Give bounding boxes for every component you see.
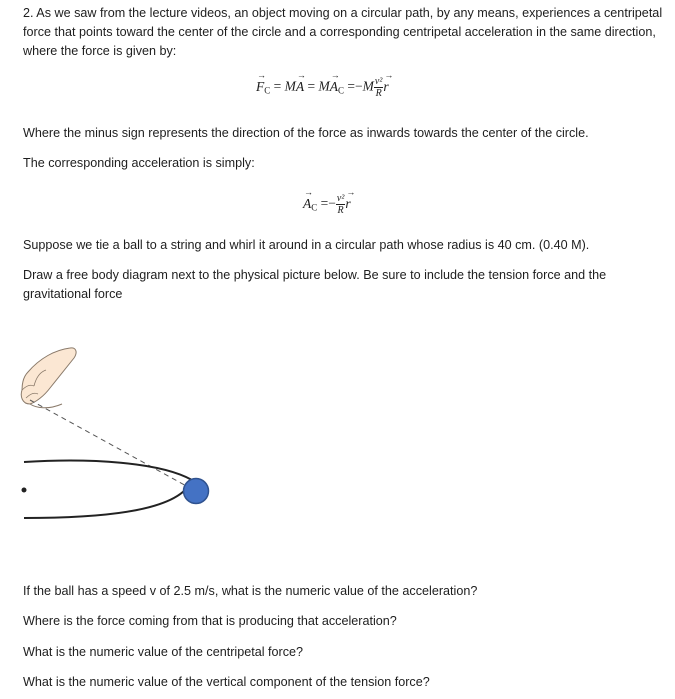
question-vertical-tension: What is the numeric value of the vertical component of the tension force? bbox=[23, 675, 430, 689]
question-force-source: Where is the force coming from that is producing that acceleration? bbox=[23, 614, 397, 628]
problem-intro: 2. As we saw from the lecture videos, an object moving on a circular path, by any means, experiences a centripetal force that points toward the center of the circle and a corresponding centripetal acceleration in the same direction, where the force is given by: bbox=[23, 6, 663, 58]
acceleration-intro: The corresponding acceleration is simply: bbox=[23, 156, 255, 170]
force-equation: → $F_C = M\to A = M\to A_C =-M$ $\frac{\text{v²}}{R}$ → r bbox=[256, 76, 389, 99]
acceleration-equation: → $A_C$ =− $\frac{\text{v²}}{R}$ → r bbox=[303, 193, 351, 216]
fbd-instruction: Draw a free body diagram next to the physical picture below. Be sure to include the tension force and the gravitational force bbox=[23, 268, 607, 301]
minus-sign-note: Where the minus sign represents the direction of the force as inwards towards the center of the circle. bbox=[23, 126, 589, 140]
circular-path bbox=[24, 461, 192, 518]
string-line bbox=[30, 400, 190, 488]
ball bbox=[184, 479, 209, 504]
question-acceleration: If the ball has a speed v of 2.5 m/s, what is the numeric value of the acceleration? bbox=[23, 584, 478, 598]
hand-illustration bbox=[21, 348, 76, 408]
circle-center-dot bbox=[22, 488, 27, 493]
question-centripetal-force: What is the numeric value of the centripetal force? bbox=[23, 645, 304, 659]
problem-setup: Suppose we tie a ball to a string and whirl it around in a circular path whose radius is 40 cm. (0.40 M). bbox=[23, 238, 590, 252]
